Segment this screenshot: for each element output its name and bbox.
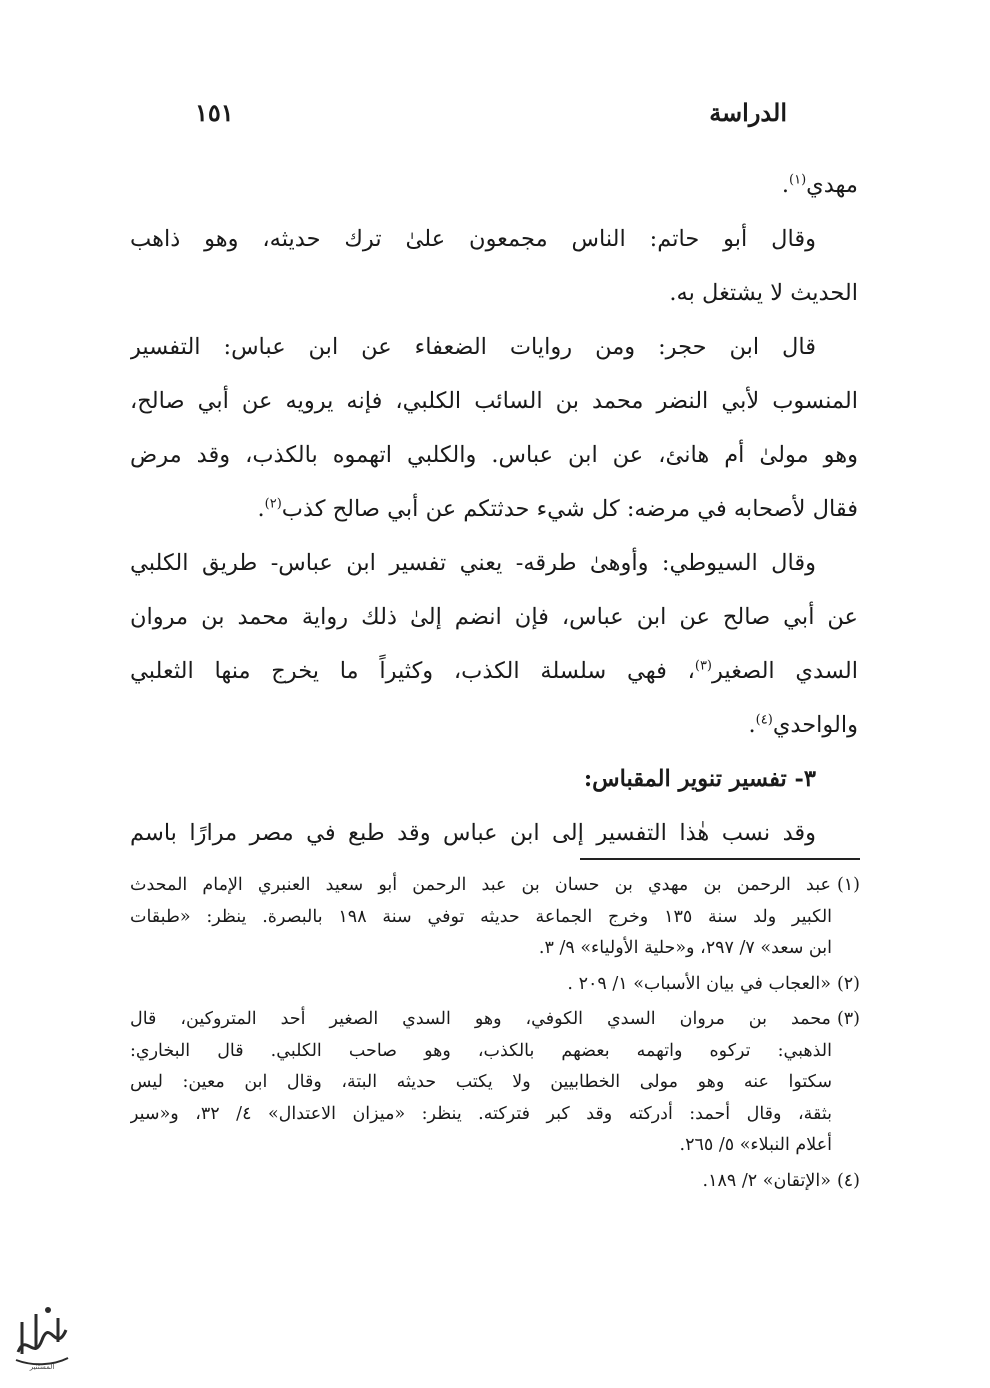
- main-text: [130, 158, 858, 860]
- footnote-3: (٣)محمد بن مروان السدي الكوفي، وهو السدي الصغير أحد المتروكين، قال: [130, 1009, 860, 1029]
- text-line: الحديث لا يشتغل به.: [669, 280, 858, 306]
- footnote-1: (١)عبد الرحمن بن مهدي بن حسان بن عبد الرحمن أبو سعيد العنبري الإمام المحدث: [130, 875, 860, 895]
- footnote-number: (١): [836, 875, 860, 895]
- svg-text:المستنير: المستنير: [29, 1363, 55, 1371]
- footnote-line: سكتوا عنه وهو مولى الخطابيين ولا يكتب حديثه البتة، وقال ابن معين: ليس: [130, 1072, 832, 1092]
- footnote-ref[interactable]: (٣): [694, 658, 712, 674]
- footnote-number: (٢): [836, 973, 860, 994]
- text-line: السدي الصغير$^{(٣)}$، فهي سلسلة الكذب، وكثيراً ما يخرج منها الثعلبي: [130, 658, 858, 684]
- footnotes: [130, 870, 860, 1197]
- publisher-logo-icon: [12, 1292, 72, 1372]
- text-line: مهدي$^{(١)}$.: [781, 172, 858, 198]
- page-header: [135, 98, 855, 138]
- text-line: فقال لأصحابه في مرضه: كل شيء حدثتكم عن أبي صالح كذب$^{(٢)}$.: [257, 496, 858, 522]
- footnote-ref[interactable]: (١): [789, 172, 807, 188]
- footnote-line: بثقة، وقال أحمد: أدركته وقد كبر فتركته. ينظر: «ميزان الاعتدال» ٤/ ٣٢، و«سير: [130, 1103, 832, 1124]
- text-line: قال ابن حجر: ومن روايات الضعفاء عن ابن عباس: التفسير: [130, 334, 816, 360]
- running-title: الدراسة: [709, 98, 787, 127]
- footnote-separator: [580, 858, 860, 860]
- page-number: ١٥١: [195, 98, 234, 127]
- footnote-4: (٤)«الإتقان» ٢/ ١٨٩.: [702, 1170, 860, 1191]
- footnote-line: ابن سعد» ٧/ ٢٩٧، و«حلية الأولياء» ٩/ ٣.: [538, 938, 832, 958]
- text-line: المنسوب لأبي النضر محمد بن السائب الكلبي، فإنه يرويه عن أبي صالح،: [130, 388, 858, 414]
- footnote-2: (٢)«العجاب في بيان الأسباب» ١/ ٢٠٩ .: [567, 973, 860, 994]
- text-line: والواحدي$^{(٤)}$.: [748, 712, 858, 738]
- text-line: وقد نسب هٰذا التفسير إلى ابن عباس وقد طبع في مصر مرارًا باسم: [130, 820, 816, 846]
- text-line: وهو مولىٰ أم هانئ، عن ابن عباس. والكلبي اتهموه بالكذب، وقد مرض: [130, 442, 858, 468]
- footnote-line: أعلام النبلاء» ٥/ ٢٦٥.: [679, 1135, 832, 1155]
- footnote-number: (٤): [836, 1170, 860, 1191]
- footnote-line: الذهبي: تركوه واتهمه بعضهم بالكذب، وهو صاحب الكلبي. قال البخاري:: [130, 1040, 832, 1061]
- footnote-number: (٣): [836, 1009, 860, 1029]
- text-line: وقال أبو حاتم: الناس مجمعون علىٰ ترك حديثه، وهو ذاهب: [130, 226, 816, 252]
- footnote-ref[interactable]: (٤): [755, 712, 773, 728]
- text-line: عن أبي صالح عن ابن عباس، فإن انضم إلىٰ ذلك رواية محمد بن مروان: [130, 604, 858, 630]
- footnote-ref[interactable]: (٢): [264, 496, 282, 512]
- text-line: وقال السيوطي: وأوهىٰ طرقه- يعني تفسير ابن عباس- طريق الكلبي: [130, 550, 816, 576]
- footnote-line: الكبير ولد سنة ١٣٥ وخرج الجماعة حديثه توفي سنة ١٩٨ بالبصرة. ينظر: «طبقات: [130, 906, 833, 927]
- section-heading: ٣- تفسير تنوير المقباس:: [583, 766, 816, 792]
